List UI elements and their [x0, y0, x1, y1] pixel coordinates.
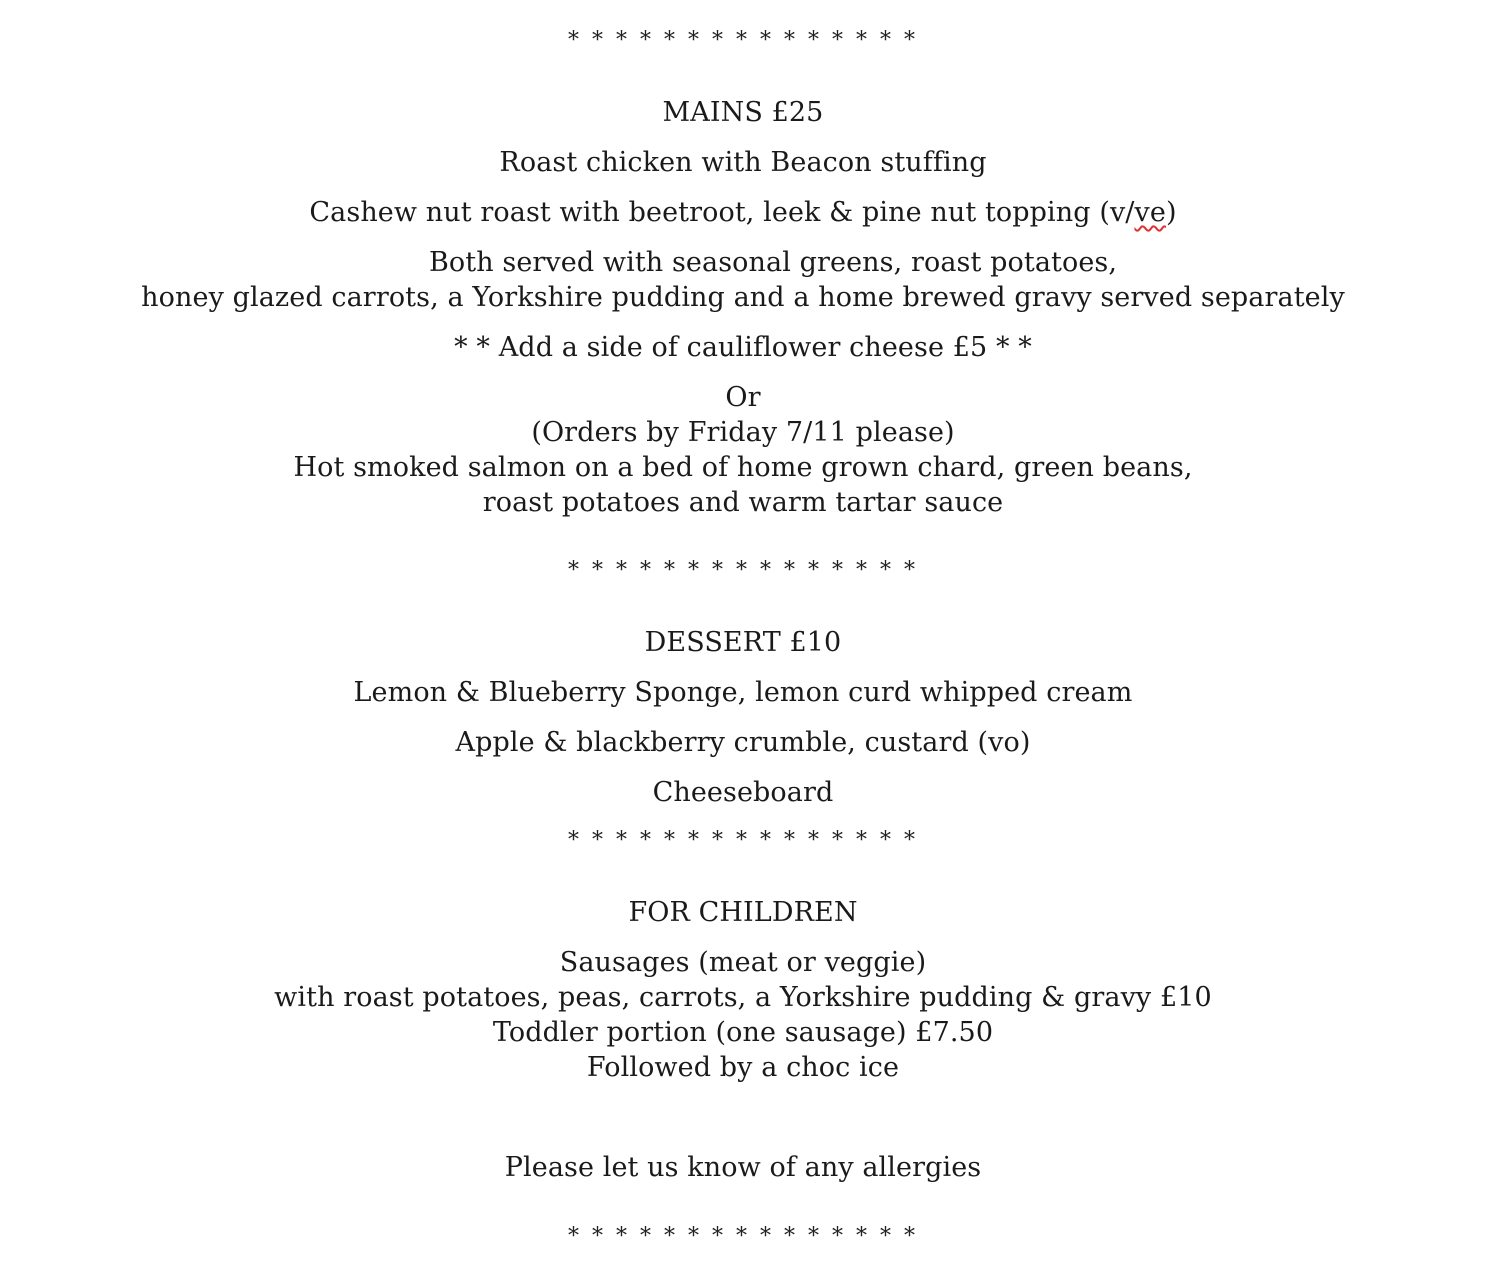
separator-bottom: * * * * * * * * * * * * * * *: [568, 1224, 918, 1249]
mains-served-with-line1: Both served with seasonal greens, roast potatoes,: [428, 247, 1118, 278]
allergy-note: Please let us know of any allergies: [504, 1152, 982, 1183]
mains-heading: MAINS £25: [662, 97, 824, 128]
mains-item-cashew-nut-roast: [0, 196, 1486, 230]
separator-dessert: * * * * * * * * * * * * * * *: [568, 828, 918, 853]
mains-or: Or: [725, 382, 761, 413]
children-sausages: Sausages (meat or veggie): [559, 947, 927, 978]
mains-orders-note: (Orders by Friday 7/11 please): [531, 417, 955, 448]
dessert-item-lemon-sponge: Lemon & Blueberry Sponge, lemon curd whipped cream: [353, 677, 1133, 708]
mains-item-cashew-end: ): [1165, 197, 1177, 228]
children-toddler-portion: Toddler portion (one sausage) £7.50: [492, 1017, 994, 1048]
children-sausages-sides: with roast potatoes, peas, carrots, a Yorkshire pudding & gravy £10: [274, 982, 1212, 1013]
dessert-item-crumble: Apple & blackberry crumble, custard (vo): [455, 727, 1031, 758]
mains-item-salmon-line2: roast potatoes and warm tartar sauce: [482, 487, 1004, 518]
mains-item-roast-chicken: Roast chicken with Beacon stuffing: [499, 147, 987, 178]
children-heading: FOR CHILDREN: [628, 897, 858, 928]
separator-top: * * * * * * * * * * * * * * *: [568, 28, 918, 53]
separator-mains: * * * * * * * * * * * * * * *: [568, 558, 918, 583]
dessert-item-cheeseboard: Cheeseboard: [652, 777, 834, 808]
mains-item-cashew-text: Cashew nut roast with beetroot, leek & pine nut topping (v/: [309, 197, 1135, 228]
mains-item-salmon-line1: Hot smoked salmon on a bed of home grown chard, green beans,: [293, 452, 1193, 483]
mains-side-cauliflower: * * Add a side of cauliflower cheese £5 * *: [454, 332, 1032, 363]
dessert-heading: DESSERT £10: [644, 627, 842, 658]
spellcheck-flagged-word[interactable]: ve: [1134, 197, 1166, 228]
mains-served-with-line2: honey glazed carrots, a Yorkshire pudding and a home brewed gravy served separately: [141, 282, 1345, 313]
children-choc-ice: Followed by a choc ice: [586, 1052, 900, 1083]
